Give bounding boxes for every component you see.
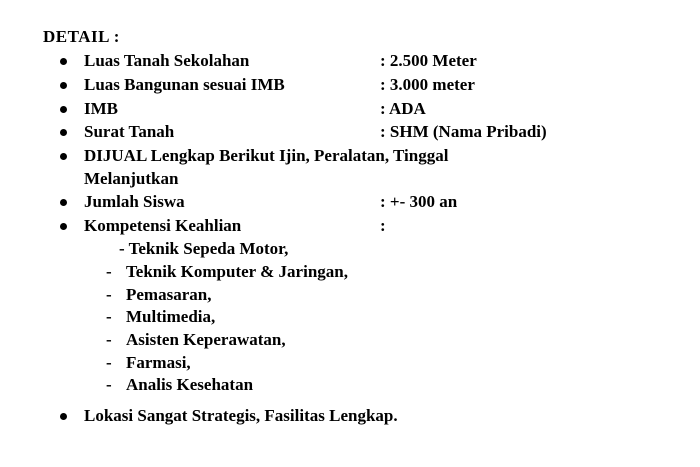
- bullet-icon: [60, 153, 67, 160]
- detail-value: : SHM (Nama Pribadi): [380, 122, 547, 141]
- bullet-icon: [60, 82, 67, 89]
- dash-marker: -: [106, 353, 112, 372]
- detail-label: DIJUAL Lengkap Berikut Ijin, Peralatan, Tinggal: [84, 146, 449, 165]
- competency-label: Teknik Komputer & Jaringan,: [126, 262, 348, 281]
- detail-continuation: Melanjutkan: [84, 169, 179, 188]
- competency-label: Asisten Keperawatan,: [126, 330, 286, 349]
- bullet-icon: [60, 58, 67, 65]
- bullet-icon: [60, 413, 67, 420]
- detail-value: : 2.500 Meter: [380, 51, 477, 70]
- competency-label: Analis Kesehatan: [126, 375, 254, 394]
- detail-label: Lokasi Sangat Strategis, Fasilitas Lengkap.: [84, 406, 398, 425]
- competency-label: - Teknik Sepeda Motor,: [119, 239, 289, 258]
- detail-value: : ADA: [380, 99, 426, 118]
- competency-label: Farmasi,: [126, 353, 191, 372]
- detail-heading: DETAIL :: [43, 27, 120, 46]
- competency-label: Pemasaran,: [126, 285, 212, 304]
- detail-label: Jumlah Siswa: [84, 192, 185, 211]
- detail-value: : 3.000 meter: [380, 75, 475, 94]
- dash-marker: -: [106, 262, 112, 281]
- detail-label: Luas Tanah Sekolahan: [84, 51, 250, 70]
- detail-value: : +- 300 an: [380, 192, 458, 211]
- bullet-icon: [60, 199, 67, 206]
- competency-label: Multimedia,: [126, 307, 216, 326]
- detail-label: IMB: [84, 99, 118, 118]
- detail-label: Surat Tanah: [84, 122, 175, 141]
- bullet-icon: [60, 106, 67, 113]
- bullet-icon: [60, 223, 67, 230]
- dash-marker: -: [106, 285, 112, 304]
- detail-value: :: [380, 216, 386, 235]
- dash-marker: -: [106, 330, 112, 349]
- detail-label: Kompetensi Keahlian: [84, 216, 242, 235]
- bullet-icon: [60, 129, 67, 136]
- detail-label: Luas Bangunan sesuai IMB: [84, 75, 285, 94]
- dash-marker: -: [106, 307, 112, 326]
- dash-marker: -: [106, 375, 112, 394]
